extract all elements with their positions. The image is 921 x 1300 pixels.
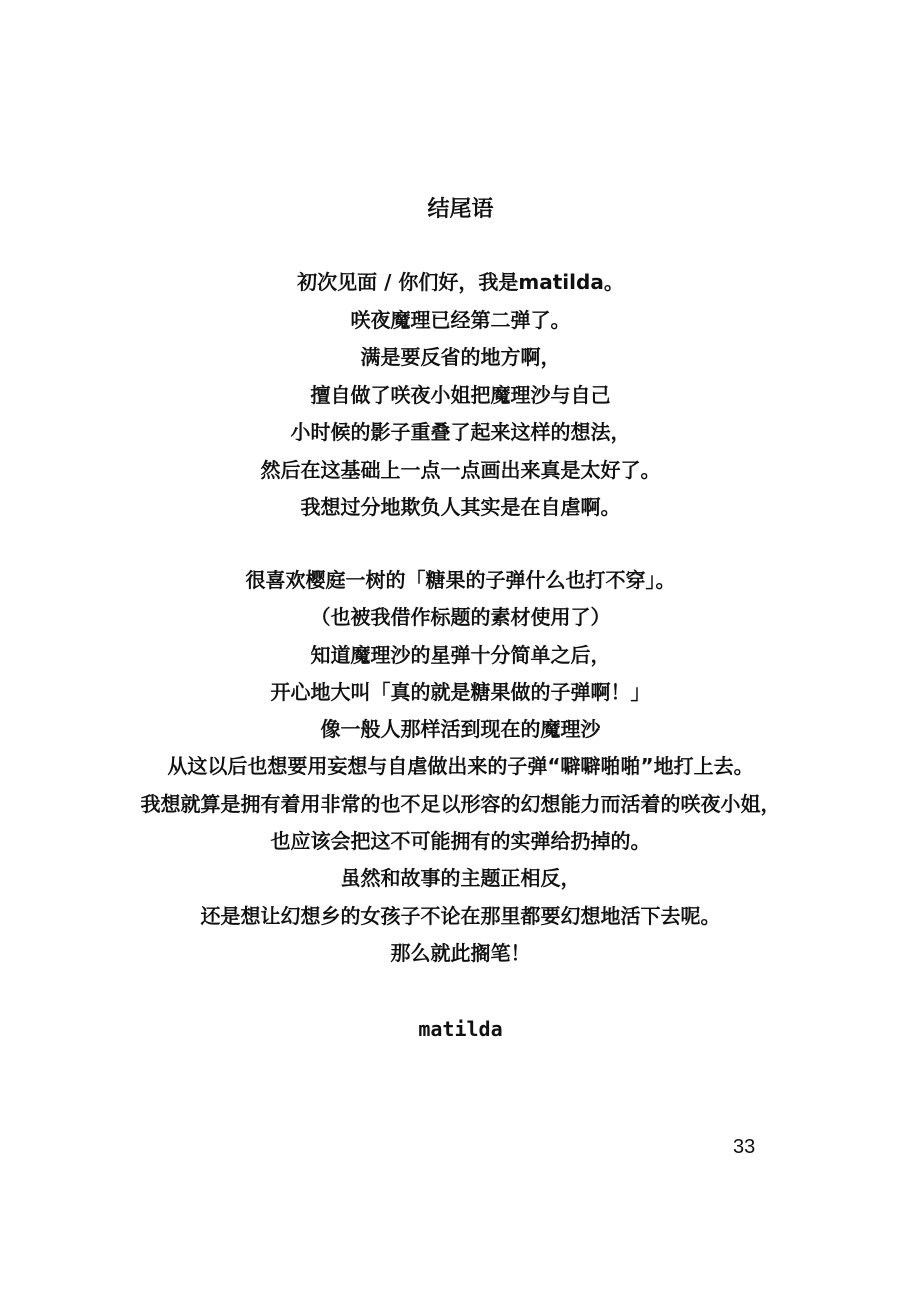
text-line: 初次见面 / 你们好，我是matilda。 xyxy=(297,270,624,294)
page-number: 33 xyxy=(733,1136,756,1158)
afterword-title: 结尾语 xyxy=(427,197,494,222)
text-line: 从这以后也想要用妄想与自虐做出来的子弹“噼噼啪啪”地打上去。 xyxy=(167,754,754,779)
text-line: 开心地大叫「真的就是糖果做的子弹啊！」 xyxy=(270,679,651,704)
author-signature: matilda xyxy=(418,1017,503,1041)
text-line: 还是想让幻想乡的女孩子不论在那里都要幻想地活下去呢。 xyxy=(200,903,721,928)
text-line: 虽然和故事的主题正相反， xyxy=(340,866,581,891)
text-line: 知道魔理沙的星弹十分简单之后， xyxy=(310,642,611,667)
afterword-paragraph-1 xyxy=(0,264,921,527)
text-line: 然后在这基础上一点一点画出来真是太好了。 xyxy=(260,457,661,482)
text-line: 很喜欢樱庭一树的「糖果的子弹什么也打不穿」。 xyxy=(245,568,676,592)
afterword-paragraph-2 xyxy=(0,562,921,972)
text-line: 咲夜魔理已经第二弹了。 xyxy=(350,307,571,332)
text-line: 小时候的影子重叠了起来这样的想法， xyxy=(290,420,631,444)
text-line: 也应该会把这不可能拥有的实弹给扔掉的。 xyxy=(270,829,651,854)
text-line: 擅自做了咲夜小姐把魔理沙与自己 xyxy=(310,382,611,407)
text-line: （也被我借作标题的素材使用了） xyxy=(310,605,611,630)
text-line: 我想就算是拥有着用非常的也不足以形容的幻想能力而活着的咲夜小姐， xyxy=(140,791,781,816)
text-line: 像一般人那样活到现在的魔理沙 xyxy=(320,717,601,742)
text-line: 满是要反省的地方啊， xyxy=(360,345,561,369)
text-line: 我想过分地欺负人其实是在自虐啊。 xyxy=(300,495,621,519)
text-line: 那么就此搁笔！ xyxy=(390,940,531,965)
